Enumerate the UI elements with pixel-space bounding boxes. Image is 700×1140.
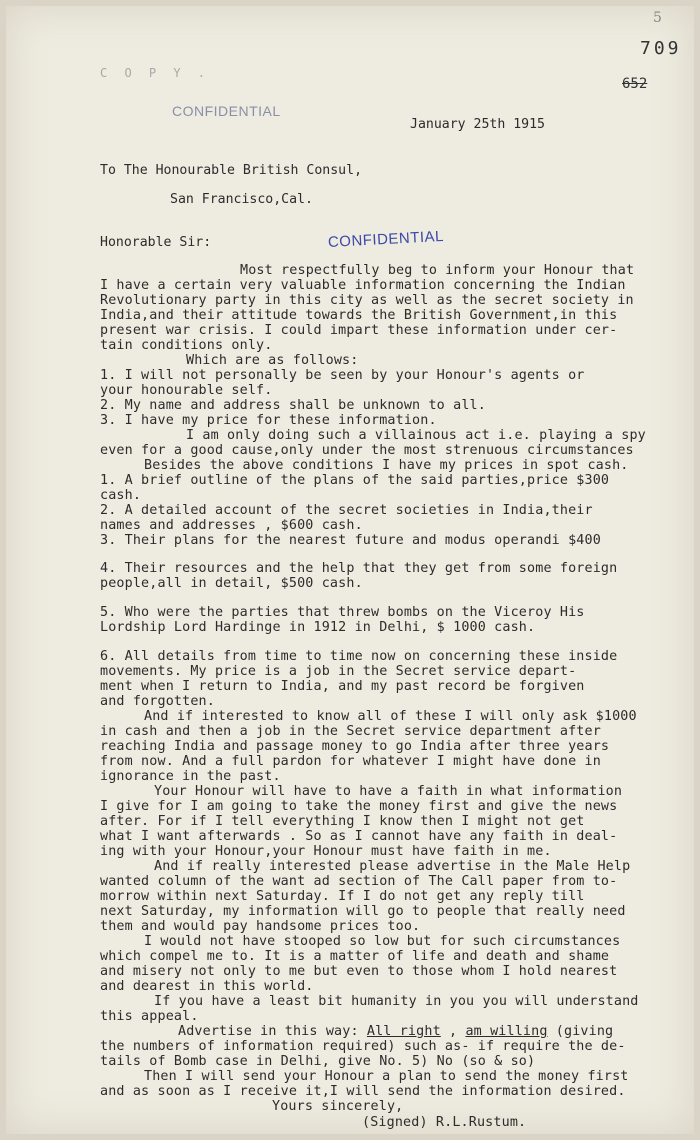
body-line: 1. A brief outline of the plans of the said parties,price $300	[100, 473, 610, 488]
body-line: and as soon as I receive it,I will send the information desired.	[100, 1084, 626, 1099]
body-line: 6. All details from time to time now on concerning these inside	[100, 649, 618, 664]
page-number: 709	[640, 38, 682, 59]
body-line: ment when I return to India, and my past record be forgiven	[100, 679, 585, 694]
body-line: Revolutionary party in this city as well as the secret society in	[100, 293, 634, 308]
body-line: people,all in detail, $500 cash.	[100, 576, 363, 591]
body-line: in cash and then a job in the Secret service department after	[100, 724, 601, 739]
body-line: Then I will send your Honour a plan to send the money first	[144, 1069, 629, 1084]
salutation: Honorable Sir:	[100, 235, 212, 250]
body-line: India,and their attitude towards the British Government,in this	[100, 308, 618, 323]
advertise-lead: Advertise in this way:	[178, 1024, 367, 1039]
body-line: after. For if I tell everything I know then I might not get	[100, 814, 585, 829]
copy-label: C O P Y .	[100, 66, 211, 80]
body-line: 3. I have my price for these information.	[100, 413, 437, 428]
body-line: them and would pay handsome prices too.	[100, 919, 421, 934]
body-line: ing with your Honour,your Honour must have faith in me.	[100, 844, 552, 859]
body-line: tails of Bomb case in Delhi, give No. 5) No (so & so)	[100, 1054, 536, 1069]
signature: (Signed) R.L.Rustum.	[362, 1115, 527, 1130]
corner-tick-mark: 5	[653, 10, 662, 26]
body-line: names and addresses , $600 cash.	[100, 518, 363, 533]
body-line: this appeal.	[100, 1009, 199, 1024]
confidential-handwritten: CONFIDENTIAL	[327, 227, 445, 251]
body-line: Besides the above conditions I have my prices in spot cash.	[144, 458, 629, 473]
body-line: Lordship Lord Hardinge in 1912 in Delhi, $ 1000 cash.	[100, 620, 536, 635]
body-line: next Saturday, my information will go to people that really need	[100, 904, 626, 919]
document-page	[6, 6, 694, 1134]
body-line: If you have a least bit humanity in you you will understand	[154, 994, 639, 1009]
address-line-1: To The Honourable British Consul,	[100, 163, 363, 178]
body-line: cash.	[100, 488, 142, 503]
body-line: 3. Their plans for the nearest future and modus operandi $400	[100, 533, 601, 548]
body-line: I give for I am going to take the money first and give the news	[100, 799, 618, 814]
body-line: I would not have stooped so low but for such circumstances	[144, 934, 621, 949]
body-line: morrow within next Saturday. If I do not get any reply till	[100, 889, 585, 904]
body-line: and forgotten.	[100, 694, 215, 709]
body-line: I have a certain very valuable information concerning the Indian	[100, 278, 626, 293]
body-line: the numbers of information required) such as- if require the de-	[100, 1039, 626, 1054]
body-line: reaching India and passage money to go India after three years	[100, 739, 610, 754]
body-line: 2. A detailed account of the secret societies in India,their	[100, 503, 593, 518]
body-line: tain conditions only.	[100, 338, 273, 353]
body-line: and misery not only to me but even to those whom I hold nearest	[100, 964, 618, 979]
closing: Yours sincerely,	[272, 1099, 404, 1114]
body-line: Most respectfully beg to inform your Honour that	[240, 263, 635, 278]
stamp-number: 652	[622, 76, 648, 92]
body-line: and dearest in this world.	[100, 979, 314, 994]
letter-date: January 25th 1915	[410, 117, 545, 132]
body-line: what I want afterwards . So as I cannot have any faith in deal-	[100, 829, 618, 844]
body-line: wanted column of the want ad section of The Call paper from to-	[100, 874, 618, 889]
body-line: Which are as follows:	[186, 353, 359, 368]
body-line: which compel me to. It is a matter of life and death and shame	[100, 949, 610, 964]
body-line: 1. I will not personally be seen by your Honour's agents or	[100, 368, 585, 383]
body-line: from now. And a full pardon for whatever I might have done in	[100, 754, 601, 769]
body-line: And if really interested please advertise in the Male Help	[154, 859, 631, 874]
body-line: 2. My name and address shall be unknown to all.	[100, 398, 486, 413]
address-line-2: San Francisco,Cal.	[170, 192, 313, 207]
body-line: And if interested to know all of these I will only ask $1000	[144, 709, 637, 724]
body-line: even for a good cause,only under the most strenuous circumstances	[100, 443, 634, 458]
body-line: ignorance in the past.	[100, 769, 281, 784]
confidential-stamp: CONFIDENTIAL	[172, 103, 281, 119]
body-line: your honourable self.	[100, 383, 273, 398]
advertise-separator: ,	[440, 1024, 466, 1039]
body-line: Your Honour will have to have a faith in what information	[154, 784, 623, 799]
advertise-line	[178, 1025, 613, 1040]
body-line: I am only doing such a villainous act i.e. playing a spy	[186, 428, 646, 443]
body-line: present war crisis. I could impart these information under cer-	[100, 323, 618, 338]
body-line: movements. My price is a job in the Secret service depart-	[100, 664, 577, 679]
advertise-tail: (giving	[547, 1024, 614, 1039]
advertise-option-willing: am willing	[465, 1024, 548, 1039]
body-line: 5. Who were the parties that threw bombs on the Viceroy His	[100, 605, 585, 620]
body-line: 4. Their resources and the help that they get from some foreign	[100, 561, 618, 576]
advertise-option-all-right: All right	[366, 1024, 441, 1039]
